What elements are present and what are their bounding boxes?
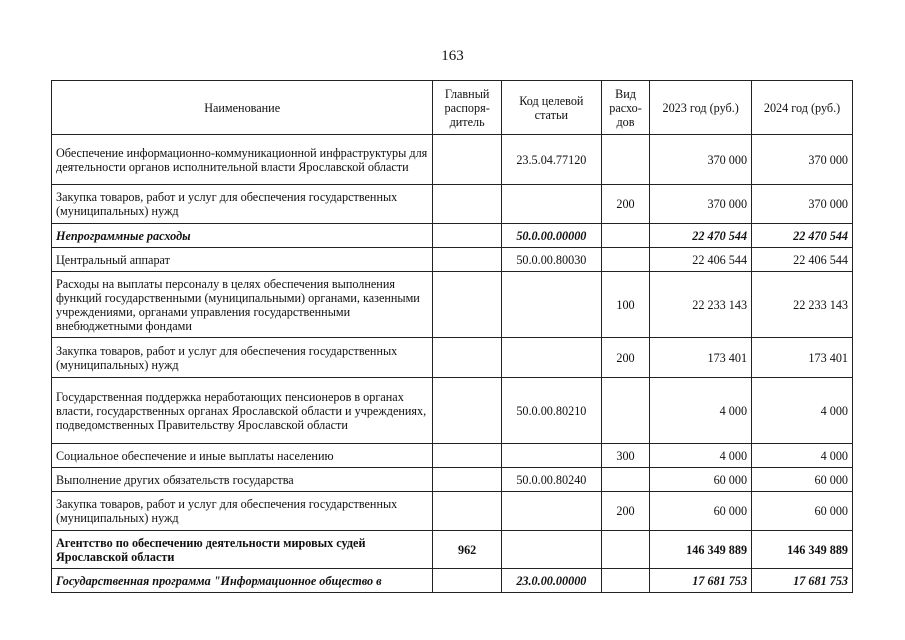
cell-chief-manager xyxy=(433,444,502,468)
cell-chief-manager xyxy=(433,135,502,185)
header-year-2024: 2024 год (руб.) xyxy=(752,81,853,135)
cell-chief-manager xyxy=(433,569,502,593)
cell-name: Центральный аппарат xyxy=(52,248,433,272)
cell-target-code: 50.0.00.80240 xyxy=(501,468,601,492)
cell-name: Закупка товаров, работ и услуг для обеспечения государственных (муниципальных) нужд xyxy=(52,492,433,531)
table-row xyxy=(52,224,853,248)
cell-target-code xyxy=(501,492,601,531)
cell-expense-type xyxy=(601,135,649,185)
cell-amount-2024: 4 000 xyxy=(752,378,853,444)
header-year-2023: 2023 год (руб.) xyxy=(650,81,752,135)
cell-amount-2023: 22 233 143 xyxy=(650,272,752,338)
budget-table xyxy=(51,80,853,593)
cell-amount-2023: 173 401 xyxy=(650,338,752,378)
cell-name: Социальное обеспечение и иные выплаты населению xyxy=(52,444,433,468)
cell-target-code xyxy=(501,531,601,569)
cell-chief-manager xyxy=(433,272,502,338)
cell-amount-2023: 146 349 889 xyxy=(650,531,752,569)
cell-name: Закупка товаров, работ и услуг для обеспечения государственных (муниципальных) нужд xyxy=(52,185,433,224)
cell-amount-2024: 60 000 xyxy=(752,492,853,531)
cell-target-code: 50.0.00.00000 xyxy=(501,224,601,248)
cell-amount-2023: 4 000 xyxy=(650,444,752,468)
cell-name: Агентство по обеспечению деятельности мировых судей Ярославской области xyxy=(52,531,433,569)
cell-amount-2024: 22 406 544 xyxy=(752,248,853,272)
cell-chief-manager xyxy=(433,492,502,531)
cell-chief-manager xyxy=(433,224,502,248)
cell-expense-type xyxy=(601,569,649,593)
cell-expense-type xyxy=(601,248,649,272)
cell-name: Государственная программа "Информационное общество в xyxy=(52,569,433,593)
cell-amount-2024: 173 401 xyxy=(752,338,853,378)
cell-amount-2024: 146 349 889 xyxy=(752,531,853,569)
cell-expense-type xyxy=(601,468,649,492)
cell-expense-type: 200 xyxy=(601,338,649,378)
cell-target-code: 23.0.00.00000 xyxy=(501,569,601,593)
cell-expense-type xyxy=(601,378,649,444)
cell-expense-type: 300 xyxy=(601,444,649,468)
cell-target-code xyxy=(501,272,601,338)
table-row xyxy=(52,444,853,468)
cell-amount-2024: 17 681 753 xyxy=(752,569,853,593)
cell-target-code: 23.5.04.77120 xyxy=(501,135,601,185)
cell-amount-2024: 4 000 xyxy=(752,444,853,468)
page-number: 163 xyxy=(441,48,464,64)
header-target-code: Код целевой статьи xyxy=(501,81,601,135)
cell-amount-2024: 60 000 xyxy=(752,468,853,492)
cell-name: Обеспечение информационно-коммуникационной инфраструктуры для деятельности органов исполнительной власти Ярославской области xyxy=(52,135,433,185)
cell-chief-manager xyxy=(433,338,502,378)
table-row xyxy=(52,468,853,492)
cell-expense-type xyxy=(601,224,649,248)
cell-expense-type: 100 xyxy=(601,272,649,338)
table-row xyxy=(52,338,853,378)
cell-target-code: 50.0.00.80030 xyxy=(501,248,601,272)
table-row xyxy=(52,531,853,569)
cell-expense-type xyxy=(601,531,649,569)
cell-chief-manager: 962 xyxy=(433,531,502,569)
cell-target-code xyxy=(501,444,601,468)
cell-name: Закупка товаров, работ и услуг для обеспечения государственных (муниципальных) нужд xyxy=(52,338,433,378)
cell-amount-2024: 370 000 xyxy=(752,185,853,224)
cell-name: Расходы на выплаты персоналу в целях обеспечения выполнения функций государственными (муниципальными) органами, казенными учреждениями, органами управления государственными внебюджетными фондами xyxy=(52,272,433,338)
cell-target-code xyxy=(501,338,601,378)
cell-amount-2024: 370 000 xyxy=(752,135,853,185)
header-chief-manager: Главный распоря-дитель xyxy=(433,81,502,135)
cell-chief-manager xyxy=(433,248,502,272)
table-row xyxy=(52,569,853,593)
table-header-row xyxy=(52,81,853,135)
table-row xyxy=(52,185,853,224)
table-row xyxy=(52,135,853,185)
cell-amount-2024: 22 233 143 xyxy=(752,272,853,338)
cell-amount-2024: 22 470 544 xyxy=(752,224,853,248)
cell-expense-type: 200 xyxy=(601,492,649,531)
header-name: Наименование xyxy=(52,81,433,135)
cell-target-code: 50.0.00.80210 xyxy=(501,378,601,444)
cell-amount-2023: 22 470 544 xyxy=(650,224,752,248)
cell-target-code xyxy=(501,185,601,224)
cell-amount-2023: 22 406 544 xyxy=(650,248,752,272)
cell-amount-2023: 60 000 xyxy=(650,492,752,531)
cell-amount-2023: 370 000 xyxy=(650,135,752,185)
header-expense-type: Вид расхо-дов xyxy=(601,81,649,135)
cell-amount-2023: 17 681 753 xyxy=(650,569,752,593)
cell-chief-manager xyxy=(433,185,502,224)
cell-chief-manager xyxy=(433,378,502,444)
cell-amount-2023: 60 000 xyxy=(650,468,752,492)
table-row xyxy=(52,272,853,338)
table-row xyxy=(52,378,853,444)
cell-expense-type: 200 xyxy=(601,185,649,224)
table-row xyxy=(52,248,853,272)
cell-amount-2023: 4 000 xyxy=(650,378,752,444)
cell-amount-2023: 370 000 xyxy=(650,185,752,224)
cell-name: Государственная поддержка неработающих пенсионеров в органах власти, государственных органах Ярославской области и учреждениях, подведомственных Правительству Ярославской области xyxy=(52,378,433,444)
cell-name: Непрограммные расходы xyxy=(52,224,433,248)
table-row xyxy=(52,492,853,531)
cell-name: Выполнение других обязательств государства xyxy=(52,468,433,492)
cell-chief-manager xyxy=(433,468,502,492)
